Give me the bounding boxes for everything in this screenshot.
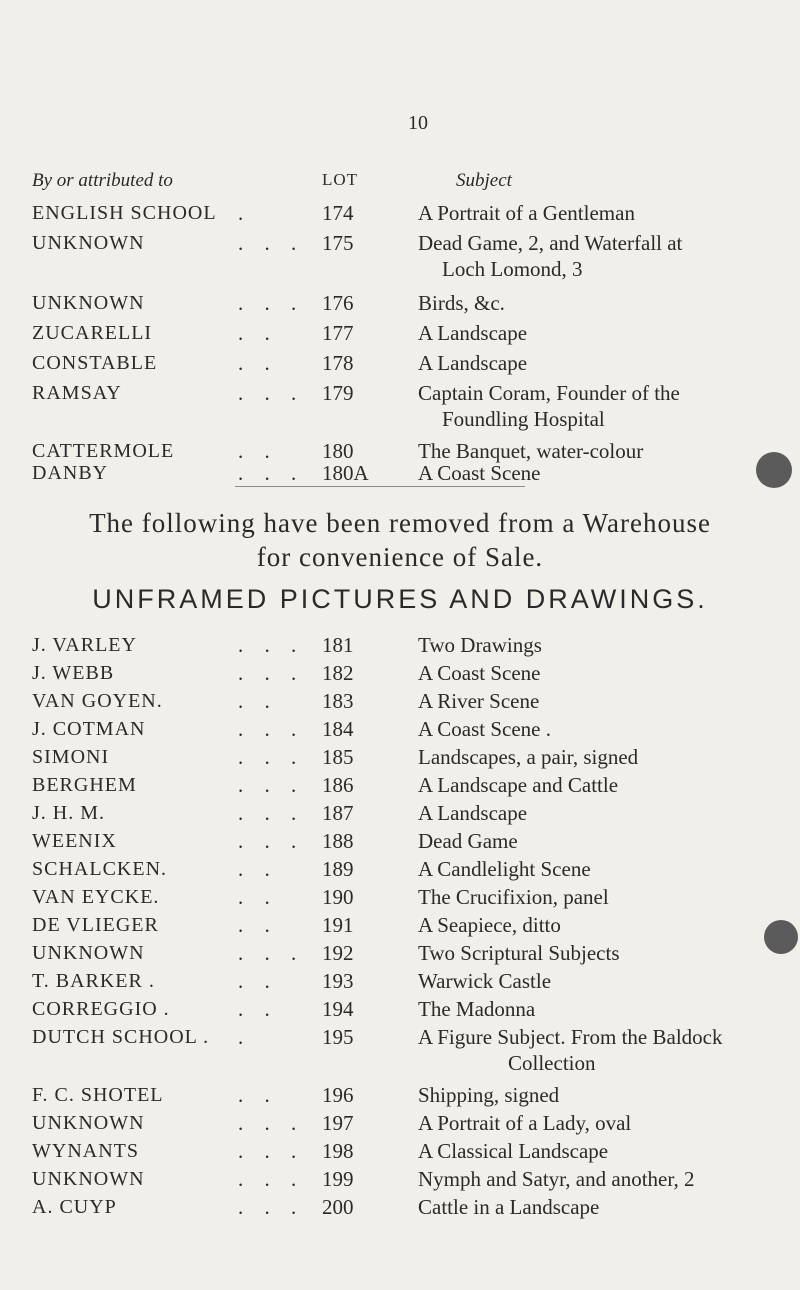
lot-number: 174: [322, 201, 354, 225]
lot-subject-continued: Foundling Hospital: [442, 407, 605, 431]
lot-subject: Birds, &c.: [418, 291, 505, 315]
lot-author: J. H. M.: [32, 802, 106, 824]
lot-author: DUTCH SCHOOL .: [32, 1026, 210, 1048]
lot-number: 185: [322, 745, 354, 769]
page-number: 10: [408, 112, 428, 134]
leader-dots: . .: [238, 857, 278, 881]
lot-number: 190: [322, 885, 354, 909]
lot-subject: A Landscape: [418, 351, 528, 375]
lot-author: VAN EYCKE.: [32, 886, 160, 908]
lot-number: 181: [322, 633, 354, 657]
lot-author: UNKNOWN: [32, 1112, 145, 1134]
lot-subject: A Candlelight Scene: [418, 857, 591, 881]
leader-dots: . . .: [238, 1139, 305, 1163]
lot-subject: Captain Coram, Founder of the Foundling Hospital: [418, 380, 790, 432]
leader-dots: . .: [238, 885, 278, 909]
lot-number: 183: [322, 689, 354, 713]
lot-subject: A Portrait of a Lady, oval: [418, 1111, 632, 1135]
lot-author: J. VARLEY: [32, 634, 137, 656]
lot-subject-continued: Loch Lomond, 3: [442, 257, 583, 281]
lot-subject: A Coast Scene: [418, 461, 541, 485]
lot-author: BERGHEM: [32, 774, 137, 796]
leader-dots: . .: [238, 1083, 278, 1107]
subject-column-header: Subject: [456, 170, 512, 191]
lot-number: 198: [322, 1139, 354, 1163]
lot-author: F. C. SHOTEL: [32, 1084, 164, 1106]
lot-number: 196: [322, 1083, 354, 1107]
lot-number: 197: [322, 1111, 354, 1135]
lot-author: UNKNOWN: [32, 292, 145, 314]
section-divider: [235, 486, 525, 487]
leader-dots: . .: [238, 689, 278, 713]
lot-subject: Dead Game, 2, and Waterfall at Loch Lomond, 3: [418, 230, 790, 282]
lot-author: CONSTABLE: [32, 352, 158, 374]
lot-author: A. CUYP: [32, 1196, 117, 1218]
lot-subject: Nymph and Satyr, and another, 2: [418, 1167, 695, 1191]
lot-subject: A River Scene: [418, 689, 540, 713]
lot-subject: Shipping, signed: [418, 1083, 560, 1107]
lot-number: 176: [322, 291, 354, 315]
leader-dots: . . .: [238, 717, 305, 741]
leader-dots: . .: [238, 351, 278, 375]
lot-number: 187: [322, 801, 354, 825]
lot-number: 177: [322, 321, 354, 345]
warehouse-notice-line-2: for convenience of Sale.: [256, 542, 544, 572]
leader-dots: . . .: [238, 381, 305, 405]
leader-dots: . .: [238, 439, 278, 463]
lot-subject: A Figure Subject. From the Baldock Collection: [418, 1024, 790, 1076]
leader-dots: . . .: [238, 745, 305, 769]
leader-dots: . .: [238, 321, 278, 345]
lot-number: 189: [322, 857, 354, 881]
lot-number: 180A: [322, 461, 369, 485]
lot-subject: The Banquet, water-colour: [418, 439, 644, 463]
lot-author: DE VLIEGER: [32, 914, 159, 936]
lot-author: DANBY: [32, 462, 109, 484]
lot-author: ZUCARELLI: [32, 322, 153, 344]
leader-dots: . . .: [238, 941, 305, 965]
leader-dots: . .: [238, 969, 278, 993]
lot-author: CORREGGIO .: [32, 998, 170, 1020]
lot-number: 193: [322, 969, 354, 993]
binding-hole: [756, 452, 792, 488]
lot-number: 195: [322, 1025, 354, 1049]
lot-subject: The Madonna: [418, 997, 536, 1021]
lot-number: 192: [322, 941, 354, 965]
lot-subject: A Landscape: [418, 801, 528, 825]
leader-dots: . . .: [238, 291, 305, 315]
lot-author: UNKNOWN: [32, 942, 145, 964]
lot-subject: The Crucifixion, panel: [418, 885, 609, 909]
lot-number: 180: [322, 439, 354, 463]
lot-subject: Two Scriptural Subjects: [418, 941, 620, 965]
lot-number: 182: [322, 661, 354, 685]
leader-dots: . . .: [238, 1195, 305, 1219]
lot-author: T. BARKER .: [32, 970, 155, 992]
lot-subject: A Coast Scene .: [418, 717, 551, 741]
lot-number: 184: [322, 717, 354, 741]
lot-subject: A Seapiece, ditto: [418, 913, 561, 937]
lot-subject: A Coast Scene: [418, 661, 541, 685]
lot-subject: A Classical Landscape: [418, 1139, 609, 1163]
lot-author: WEENIX: [32, 830, 117, 852]
lot-author: SIMONI: [32, 746, 110, 768]
leader-dots: . . .: [238, 661, 305, 685]
lot-subject: Dead Game: [418, 829, 518, 853]
warehouse-notice-line-1: The following have been removed from a Warehouse: [89, 508, 711, 538]
lot-number: 200: [322, 1195, 354, 1219]
lot-author: UNKNOWN: [32, 232, 145, 254]
lot-author: ENGLISH SCHOOL: [32, 202, 217, 224]
leader-dots: . .: [238, 997, 278, 1021]
lot-subject: A Portrait of a Gentleman: [418, 201, 635, 225]
lot-subject: Cattle in a Landscape: [418, 1195, 600, 1219]
lot-subject: Two Drawings: [418, 633, 542, 657]
leader-dots: . . .: [238, 231, 305, 255]
leader-dots: .: [238, 1025, 252, 1049]
lot-author: UNKNOWN: [32, 1168, 145, 1190]
leader-dots: . . .: [238, 1111, 305, 1135]
section-title: UNFRAMED PICTURES AND DRAWINGS.: [92, 584, 708, 614]
lot-subject: Warwick Castle: [418, 969, 552, 993]
lot-number: 188: [322, 829, 354, 853]
lot-number: 194: [322, 997, 354, 1021]
binding-hole: [764, 920, 798, 954]
lot-number: 179: [322, 381, 354, 405]
lot-number: 199: [322, 1167, 354, 1191]
lot-author: SCHALCKEN.: [32, 858, 168, 880]
lot-column-header: LOT: [322, 170, 359, 189]
lot-number: 178: [322, 351, 354, 375]
leader-dots: . . .: [238, 801, 305, 825]
lot-number: 191: [322, 913, 354, 937]
leader-dots: . . .: [238, 1167, 305, 1191]
leader-dots: . .: [238, 913, 278, 937]
lot-author: WYNANTS: [32, 1140, 139, 1162]
lot-subject: A Landscape: [418, 321, 528, 345]
lot-subject-continued: Collection: [508, 1051, 596, 1075]
lot-author: CATTERMOLE: [32, 440, 175, 462]
leader-dots: . . .: [238, 829, 305, 853]
lot-subject: A Landscape and Cattle: [418, 773, 619, 797]
leader-dots: . . .: [238, 461, 305, 485]
lot-author: J. COTMAN: [32, 718, 146, 740]
leader-dots: . . .: [238, 633, 305, 657]
lot-number: 175: [322, 231, 354, 255]
lot-number: 186: [322, 773, 354, 797]
lot-subject: Landscapes, a pair, signed: [418, 745, 639, 769]
leader-dots: .: [238, 201, 252, 225]
author-column-header: By or attributed to: [32, 170, 173, 191]
leader-dots: . . .: [238, 773, 305, 797]
lot-author: RAMSAY: [32, 382, 122, 404]
lot-author: VAN GOYEN.: [32, 690, 163, 712]
lot-author: J. WEBB: [32, 662, 115, 684]
